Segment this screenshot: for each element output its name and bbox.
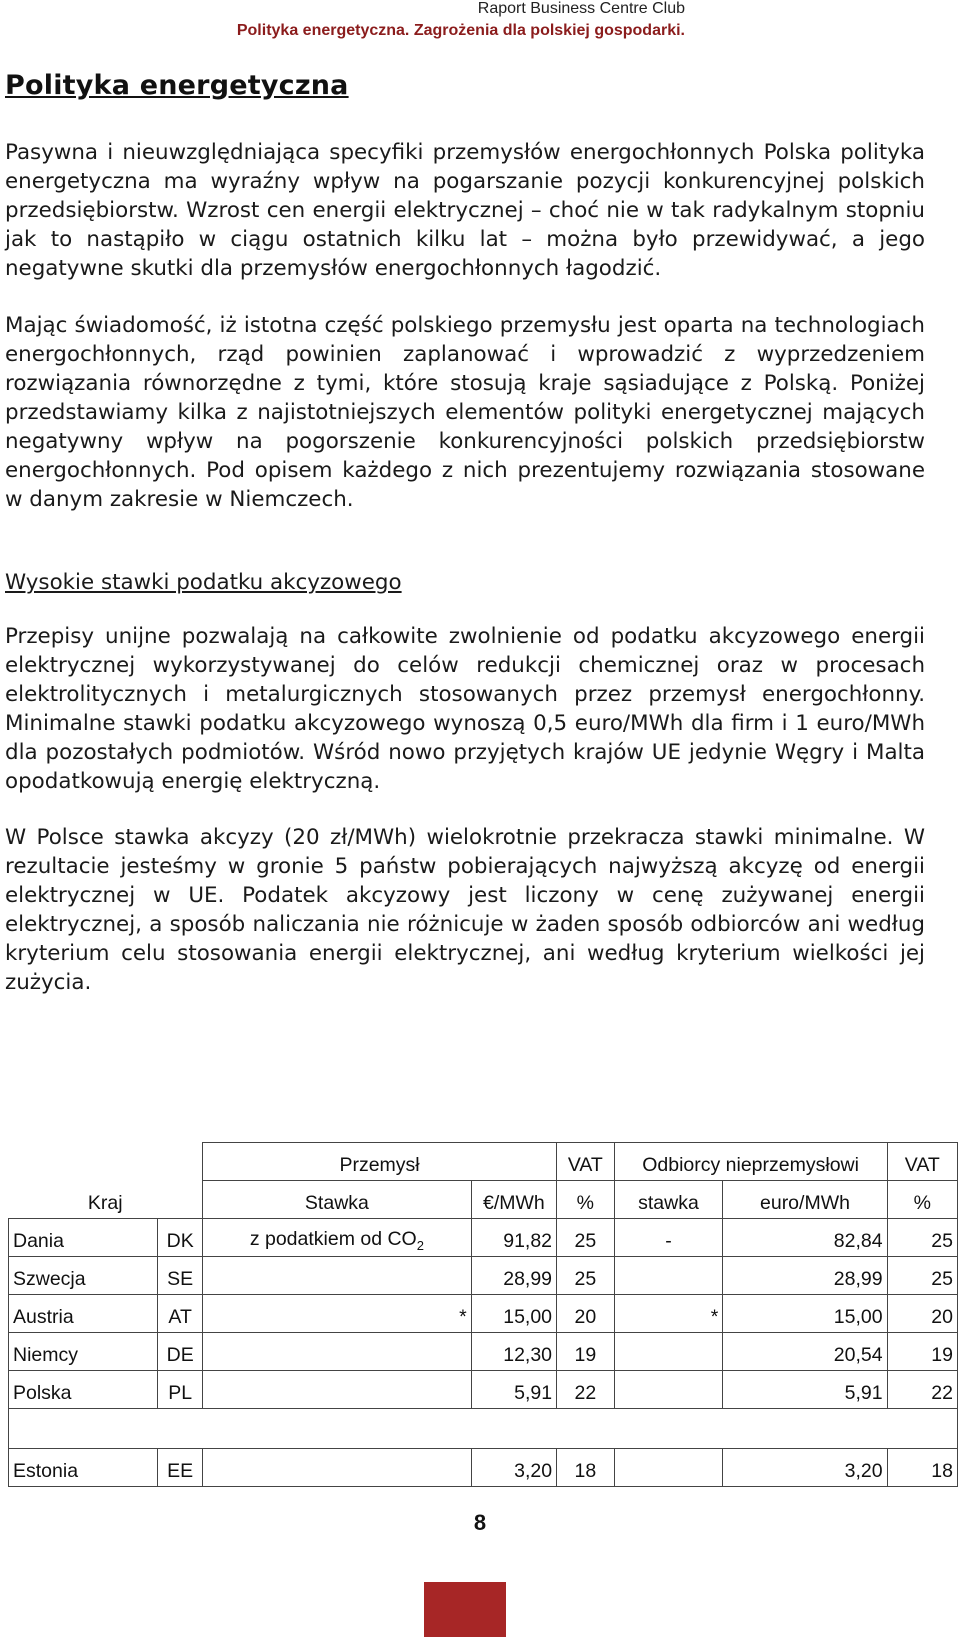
industry-vat: 18 bbox=[557, 1449, 615, 1487]
header-eur-mwh: €/MWh bbox=[471, 1181, 556, 1219]
industry-vat: 22 bbox=[557, 1371, 615, 1409]
header-euro-mwh: euro/MWh bbox=[723, 1181, 887, 1219]
non-industrial-rate: 5,91 bbox=[723, 1371, 887, 1409]
table-row bbox=[9, 1257, 958, 1295]
non-industrial-rate: 82,84 bbox=[723, 1219, 887, 1257]
country-name: Szwecja bbox=[9, 1257, 158, 1295]
non-industrial-mark: - bbox=[614, 1219, 723, 1257]
table-row bbox=[9, 1371, 958, 1409]
page-title: Polityka energetyczna bbox=[5, 70, 349, 101]
table-row bbox=[9, 1219, 958, 1257]
non-industrial-vat: 22 bbox=[887, 1371, 957, 1409]
non-industrial-mark bbox=[614, 1333, 723, 1371]
country-code: EE bbox=[158, 1449, 203, 1487]
header-vat-industry: VAT bbox=[557, 1143, 615, 1181]
non-industrial-mark bbox=[614, 1257, 723, 1295]
header-industry: Przemysł bbox=[203, 1143, 557, 1181]
industry-rate: 5,91 bbox=[471, 1371, 556, 1409]
country-code: PL bbox=[158, 1371, 203, 1409]
industry-vat: 25 bbox=[557, 1219, 615, 1257]
non-industrial-rate: 3,20 bbox=[723, 1449, 887, 1487]
table-row bbox=[9, 1333, 958, 1371]
paragraph-4: W Polsce stawka akcyzy (20 zł/MWh) wielokrotnie przekracza stawki minimalne. W rezultacie jesteśmy w gronie 5 państw pobierających najwyższą akcyzę od energii elektrycznej w UE. Podatek akcyzowy jest liczony w cenę zużywanej energii elektrycznej, a sposób naliczania nie różnicuje w żaden sposób odbiorców ani według kryterium celu stosowania energii elektrycznej, ani według kryterium wielkości jej zużycia. bbox=[5, 825, 925, 995]
rate-note: * bbox=[203, 1295, 472, 1333]
industry-rate: 28,99 bbox=[471, 1257, 556, 1295]
header-country: Kraj bbox=[87, 1192, 123, 1214]
country-code: DE bbox=[158, 1333, 203, 1371]
country-code: SE bbox=[158, 1257, 203, 1295]
main-content bbox=[5, 70, 925, 997]
rate-note bbox=[203, 1257, 472, 1295]
country-name: Dania bbox=[9, 1219, 158, 1257]
non-industrial-rate: 28,99 bbox=[723, 1257, 887, 1295]
non-industrial-mark bbox=[614, 1371, 723, 1409]
table-row bbox=[9, 1295, 958, 1333]
industry-rate: 3,20 bbox=[471, 1449, 556, 1487]
country-code: DK bbox=[158, 1219, 203, 1257]
section-subheading: Wysokie stawki podatku akcyzowego bbox=[5, 570, 402, 595]
paragraph-3: Przepisy unijne pozwalają na całkowite zwolnienie od podatku akcyzowego energii elektrycznej wykorzystywanej do celów redukcji chemicznej oraz w procesach elektrolitycznych i metalurgicznych stosowanych przez przemysł energochłonny. Minimalne stawki podatku akcyzowego wynoszą 0,5 euro/MWh dla firm i 1 euro/MWh dla pozostałych podmiotów. Wśród nowo przyjętych krajów UE jedynie Węgry i Malta opodatkowują energię elektryczną. bbox=[5, 624, 925, 794]
rate-note: z podatkiem od $CO_2$ bbox=[203, 1219, 472, 1257]
non-industrial-rate: 15,00 bbox=[723, 1295, 887, 1333]
industry-rate: 15,00 bbox=[471, 1295, 556, 1333]
non-industrial-mark: * bbox=[614, 1295, 723, 1333]
table-empty-row bbox=[9, 1409, 958, 1449]
industry-vat: 20 bbox=[557, 1295, 615, 1333]
table-header-row-1 bbox=[9, 1143, 958, 1181]
non-industrial-vat: 20 bbox=[887, 1295, 957, 1333]
header-percent-2: % bbox=[887, 1181, 957, 1219]
industry-rate: 12,30 bbox=[471, 1333, 556, 1371]
header-percent-1: % bbox=[557, 1181, 615, 1219]
header-rate-2: stawka bbox=[614, 1181, 723, 1219]
table-row bbox=[9, 1449, 958, 1487]
table-header-row-2 bbox=[9, 1181, 958, 1219]
page-footer-bar bbox=[424, 1582, 506, 1637]
non-industrial-vat: 25 bbox=[887, 1257, 957, 1295]
rate-note bbox=[203, 1333, 472, 1371]
paragraph-1: Pasywna i nieuwzględniająca specyfiki przemysłów energochłonnych Polska polityka energetyczna ma wyraźny wpływ na pogarszanie pozycji konkurencyjnej polskich przedsiębiorstw. Wzrost cen energii elektrycznej – choć nie w tak radykalnym stopniu jak to nastąpiło w ciągu ostatnich kilku lat – można było przewidywać, a jego negatywne skutki dla przemysłów energochłonnych łagodzić. bbox=[5, 140, 925, 281]
industry-vat: 25 bbox=[557, 1257, 615, 1295]
industry-rate: 91,82 bbox=[471, 1219, 556, 1257]
non-industrial-vat: 18 bbox=[887, 1449, 957, 1487]
country-name: Niemcy bbox=[9, 1333, 158, 1371]
non-industrial-vat: 25 bbox=[887, 1219, 957, 1257]
country-name: Austria bbox=[9, 1295, 158, 1333]
industry-vat: 19 bbox=[557, 1333, 615, 1371]
report-subtitle: Polityka energetyczna. Zagrożenia dla polskiej gospodarki. bbox=[236, 22, 685, 39]
rate-note bbox=[203, 1449, 472, 1487]
country-code: AT bbox=[158, 1295, 203, 1333]
rate-note bbox=[203, 1371, 472, 1409]
excise-tax-table bbox=[8, 1142, 958, 1487]
header-rate: Stawka bbox=[203, 1181, 472, 1219]
non-industrial-vat: 19 bbox=[887, 1333, 957, 1371]
header-non-industrial: Odbiorcy nieprzemysłowi bbox=[614, 1143, 887, 1181]
page-number: 8 bbox=[473, 1510, 487, 1535]
non-industrial-rate: 20,54 bbox=[723, 1333, 887, 1371]
country-name: Estonia bbox=[9, 1449, 158, 1487]
header-vat-non-industrial: VAT bbox=[887, 1143, 957, 1181]
report-name: Raport Business Centre Club bbox=[477, 0, 685, 17]
non-industrial-mark bbox=[614, 1449, 723, 1487]
paragraph-2: Mając świadomość, iż istotna część polskiego przemysłu jest oparta na technologiach energochłonnych, rząd powinien zaplanować i wprowadzić z wyprzedzeniem rozwiązania równorzędne z tymi, które stosują kraje sąsiadujące z Polską. Poniżej przedstawiamy kilka z najistotniejszych elementów polityki energetycznej mających negatywny wpływ na pogorszenie konkurencyjności polskich przedsiębiorstw energochłonnych. Pod opisem każdego z nich prezentujemy rozwiązania stosowane w danym zakresie w Niemczech. bbox=[5, 313, 925, 512]
country-name: Polska bbox=[9, 1371, 158, 1409]
